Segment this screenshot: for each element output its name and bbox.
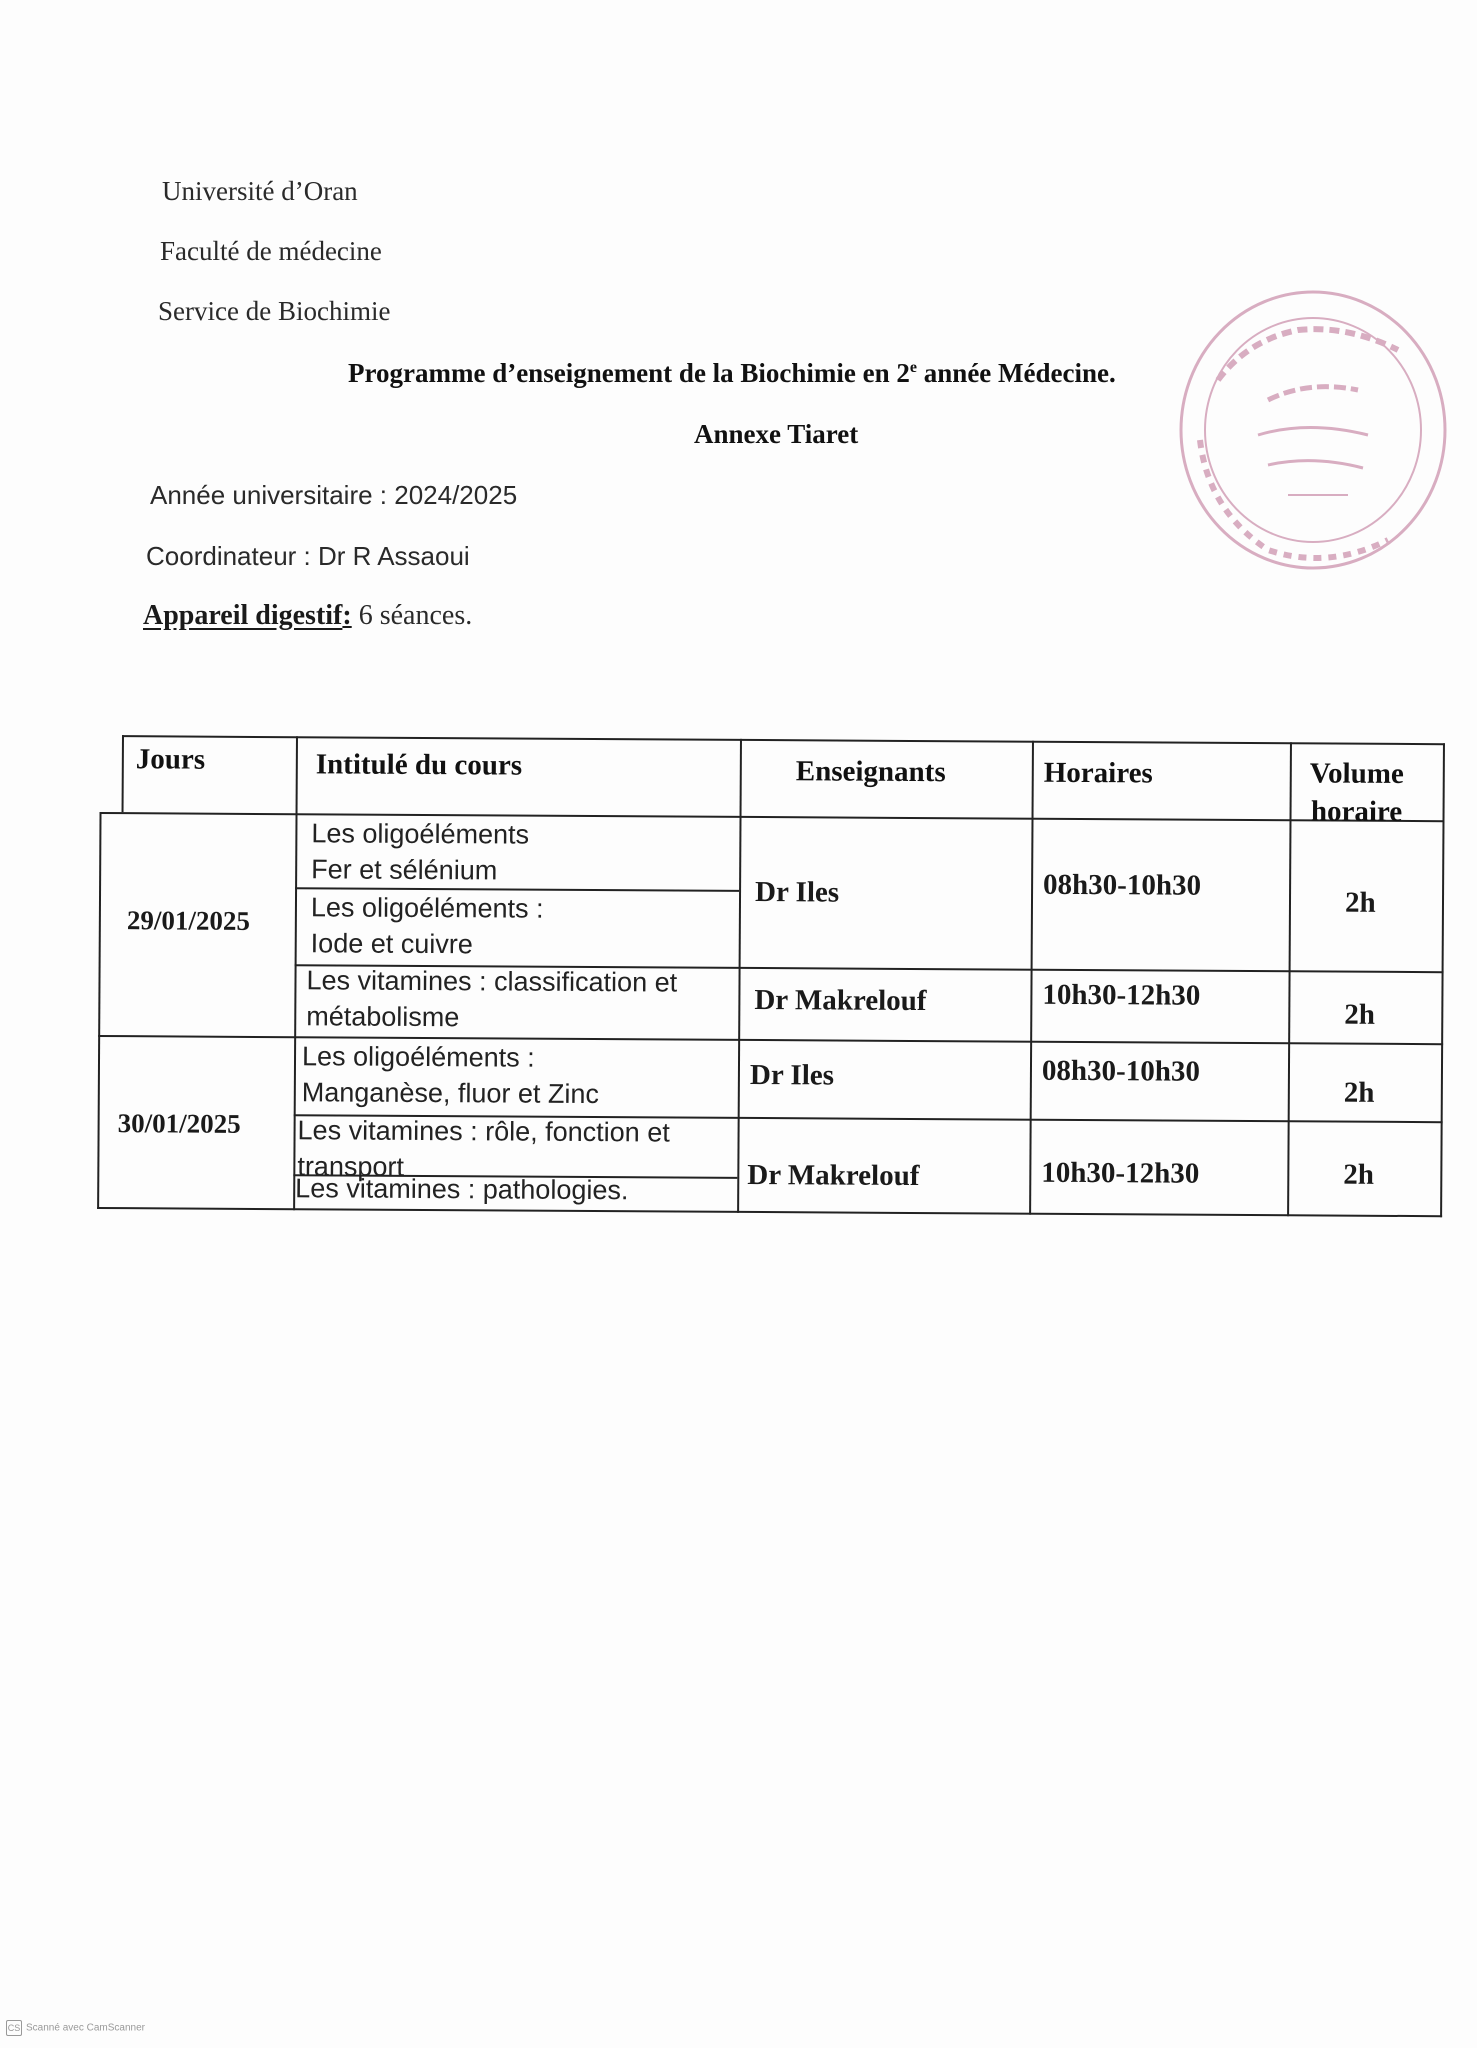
- course-line2: Manganèse, fluor et Zinc: [301, 1077, 600, 1110]
- service-name: Service de Biochimie: [158, 296, 391, 326]
- course-line1: Les oligoéléments :: [310, 892, 544, 924]
- date-cell: 30/01/2025: [117, 1108, 241, 1139]
- time-cell: 10h30-12h30: [1041, 1156, 1200, 1190]
- volume-cell: 2h: [1344, 886, 1376, 919]
- faculty-name: Faculté de médecine: [160, 236, 382, 266]
- official-stamp: [1148, 270, 1448, 590]
- date-cell: 29/01/2025: [126, 905, 250, 936]
- course-line1: Les vitamines : rôle, fonction et: [297, 1115, 670, 1148]
- header-volume: [1309, 754, 1403, 831]
- course-cell: [311, 889, 544, 962]
- table-bottom-border: [97, 1207, 1442, 1217]
- teacher-cell: Dr Makrelouf: [754, 984, 927, 1018]
- scanner-watermark: [6, 2020, 145, 2036]
- university-name: Université d’Oran: [162, 176, 358, 206]
- title-text-part1: Programme d’enseignement de la Biochimie en 2: [348, 358, 910, 388]
- schedule-table: [97, 735, 1445, 1263]
- scanner-text: Scanné avec CamScanner: [26, 2022, 145, 2034]
- title-text-part2: année Médecine.: [917, 358, 1116, 388]
- course-cell: [306, 962, 677, 1036]
- table-right-border: [1440, 743, 1445, 1217]
- row-divider-date: [98, 1035, 1443, 1045]
- course-line2: Fer et sélénium: [311, 854, 498, 886]
- table-left-border-top: [122, 735, 124, 812]
- col-divider-2: [737, 739, 742, 1213]
- col-divider-3: [1029, 741, 1034, 1215]
- col-divider-4: [1287, 742, 1292, 1216]
- course-line1: Les vitamines : classification et: [306, 965, 678, 998]
- academic-year: Année universitaire : 2024/2025: [150, 480, 518, 510]
- volume-cell: 2h: [1343, 1158, 1375, 1191]
- camscanner-logo: CS: [6, 2020, 22, 2036]
- annex-title: Annexe Tiaret: [694, 419, 859, 449]
- course-cell: [311, 815, 529, 888]
- time-cell: 08h30-10h30: [1043, 868, 1202, 902]
- teacher-cell: Dr Iles: [749, 1058, 835, 1092]
- table-header-divider: [100, 812, 1445, 822]
- course-cell: [302, 1038, 600, 1112]
- course-line2: Iode et cuivre: [310, 928, 473, 960]
- header-volume-line2: horaire: [1310, 795, 1403, 828]
- course-cell: Les vitamines : pathologies.: [295, 1173, 629, 1206]
- title-superscript: e: [909, 359, 918, 376]
- header-volume-line1: Volume: [1309, 757, 1404, 790]
- teacher-cell: Dr Makrelouf: [747, 1158, 920, 1193]
- teacher-cell: Dr Iles: [754, 876, 840, 909]
- volume-cell: 2h: [1343, 1076, 1375, 1109]
- course-line1: Les oligoéléments: [311, 818, 530, 850]
- section-value: 6 séances.: [358, 600, 473, 631]
- coordinator: Coordinateur : Dr R Assaoui: [146, 541, 470, 571]
- header-days: Jours: [135, 743, 206, 776]
- header-teachers: Enseignants: [795, 755, 946, 789]
- volume-cell: 2h: [1344, 998, 1376, 1031]
- header-hours: Horaires: [1043, 756, 1153, 790]
- course-line2: métabolisme: [306, 1001, 460, 1033]
- time-cell: 10h30-12h30: [1042, 978, 1201, 1012]
- section-label: Appareil digestif: [143, 600, 343, 631]
- document-title: [348, 358, 1116, 389]
- time-cell: 08h30-10h30: [1041, 1054, 1200, 1088]
- course-line1: Les oligoéléments :: [301, 1041, 535, 1073]
- table-top-border: [122, 735, 1445, 745]
- course-line2: transport: [297, 1151, 405, 1182]
- section-heading: [143, 600, 472, 632]
- header-course: Intitulé du cours: [315, 748, 523, 782]
- table-left-border: [97, 812, 101, 1209]
- section-colon: :: [342, 600, 352, 631]
